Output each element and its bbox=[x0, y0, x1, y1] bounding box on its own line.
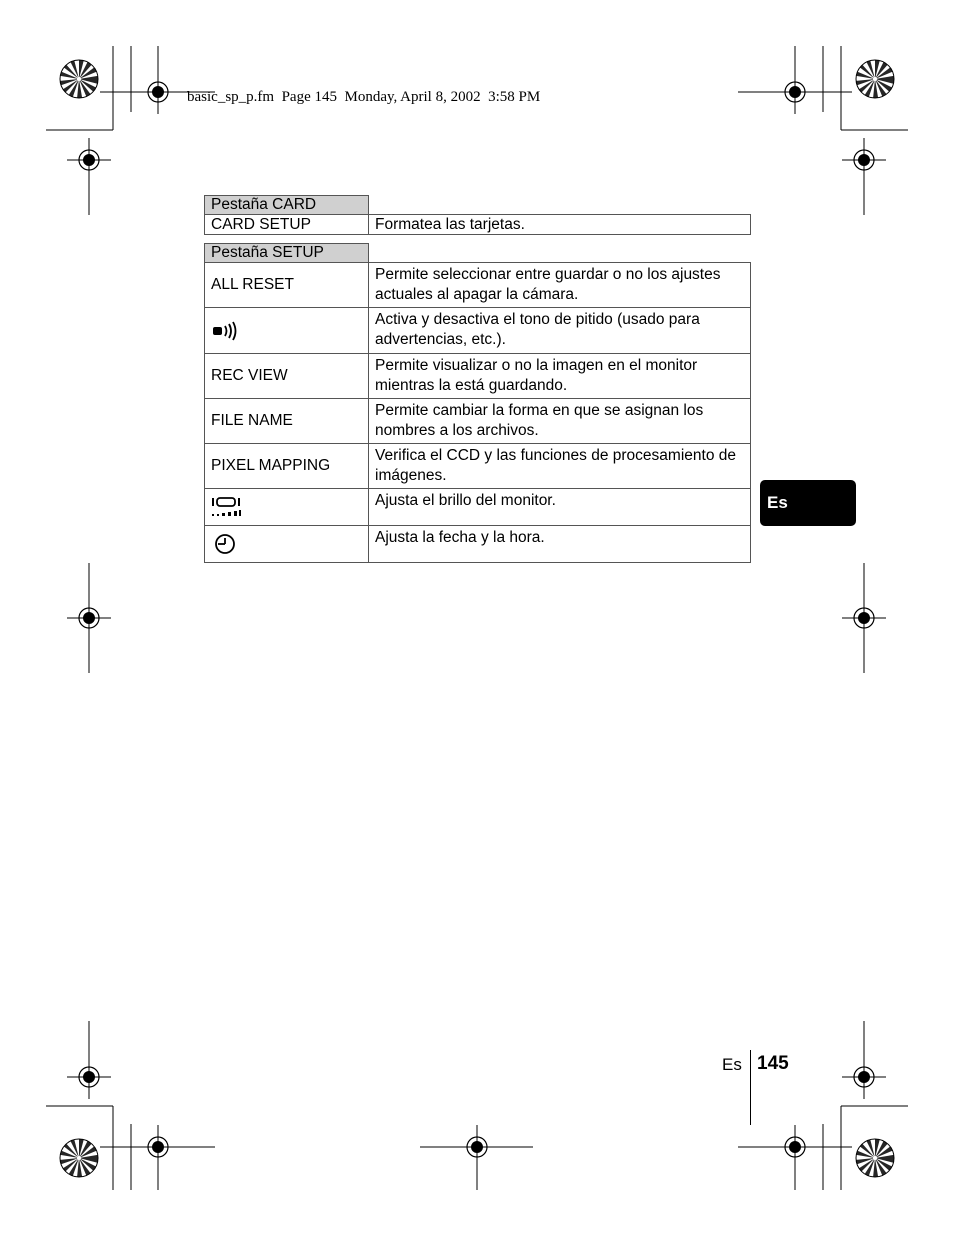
table-row bbox=[205, 215, 751, 235]
table-row bbox=[205, 489, 751, 526]
beep-sound-icon bbox=[211, 320, 241, 342]
table-row bbox=[205, 263, 751, 308]
menu-item-description: Ajusta el brillo del monitor. bbox=[369, 489, 751, 526]
table-row bbox=[205, 526, 751, 563]
menu-item-description: Verifica el CCD y las funciones de procesamiento de imágenes. bbox=[369, 444, 751, 489]
menu-item-name: ALL RESET bbox=[205, 263, 369, 308]
footer-divider bbox=[750, 1050, 751, 1125]
menu-item-description: Permite visualizar o no la imagen en el monitor mientras la está guardando. bbox=[369, 354, 751, 399]
menu-item-icon-cell bbox=[205, 526, 369, 563]
menu-item-name: REC VIEW bbox=[205, 354, 369, 399]
table-row bbox=[205, 399, 751, 444]
menu-item-description: Permite cambiar la forma en que se asignan los nombres a los archivos. bbox=[369, 399, 751, 444]
menu-item-description: Formatea las tarjetas. bbox=[369, 215, 751, 235]
menu-item-icon-cell bbox=[205, 308, 369, 354]
card-tab-table bbox=[204, 195, 751, 235]
menu-item-icon-cell bbox=[205, 489, 369, 526]
setup-tab-label: Pestaña SETUP bbox=[205, 244, 369, 263]
table-row bbox=[205, 354, 751, 399]
menu-item-description: Ajusta la fecha y la hora. bbox=[369, 526, 751, 563]
language-side-tab: Es bbox=[760, 480, 856, 526]
menu-item-name: PIXEL MAPPING bbox=[205, 444, 369, 489]
card-tab-label: Pestaña CARD bbox=[205, 196, 369, 215]
table-row bbox=[205, 444, 751, 489]
menu-item-name: FILE NAME bbox=[205, 399, 369, 444]
page-number: 145 bbox=[757, 1053, 789, 1074]
file-header: basic_sp_p.fm Page 145 Monday, April 8, 2002 3:58 PM bbox=[187, 89, 541, 105]
footer-language: Es bbox=[722, 1055, 742, 1074]
setup-tab-table bbox=[204, 243, 751, 563]
menu-item-description: Permite seleccionar entre guardar o no los ajustes actuales al apagar la cámara. bbox=[369, 263, 751, 308]
table-row bbox=[205, 308, 751, 354]
monitor-brightness-icon bbox=[211, 496, 243, 518]
menu-item-name: CARD SETUP bbox=[205, 215, 369, 235]
clock-icon bbox=[211, 533, 239, 555]
menu-item-description: Activa y desactiva el tono de pitido (usado para advertencias, etc.). bbox=[369, 308, 751, 354]
